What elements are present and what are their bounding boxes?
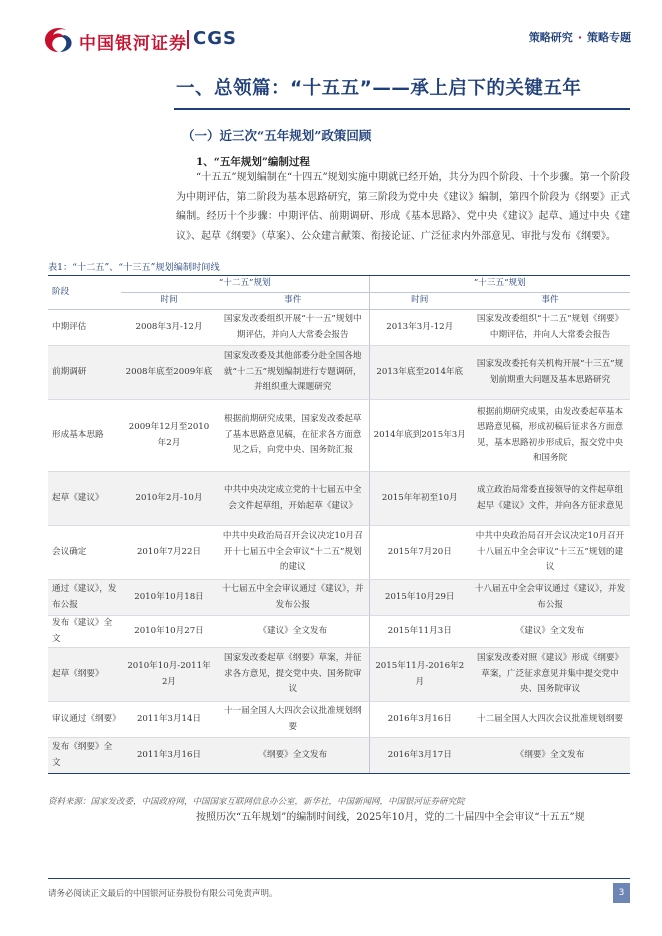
time-13-cell: 2016年3月17日 <box>369 738 470 774</box>
time-13-cell: 2013年底至2014年底 <box>369 346 470 400</box>
event-12-cell: 十一届全国人大四次会议批准规划纲要 <box>217 702 369 738</box>
time-13-cell: 2015年11月3日 <box>369 616 470 648</box>
table-row <box>48 310 630 346</box>
event-13-cell: 《建议》全文发布 <box>470 616 630 648</box>
time-12-cell: 2009年12月至2010年2月 <box>121 400 217 472</box>
header-group-13: ”十三五“规划 <box>369 276 630 293</box>
body-paragraph <box>176 168 630 246</box>
time-12-cell: 2011年3月16日 <box>121 738 217 774</box>
event-12-cell: 《建议》全文发布 <box>217 616 369 648</box>
time-13-cell: 2015年年初至10月 <box>369 472 470 526</box>
time-13-cell: 2015年10月29日 <box>369 580 470 616</box>
event-13-cell: 国家发改委对照《建议》形成《纲要》草案，广泛征求意见并集中提交党中央、国务院审议 <box>470 648 630 702</box>
page-number: 3 <box>613 883 630 903</box>
time-12-cell: 2008年3月-12月 <box>121 310 217 346</box>
table-row <box>48 472 630 526</box>
table-caption: 表1：“十二五”、“十三五”规划编制时间线 <box>48 262 220 273</box>
category-label: 策略研究 <box>528 31 573 44</box>
stage-cell: 通过《建议》，发布公报 <box>48 580 121 616</box>
table-row <box>48 400 630 472</box>
logo-text: 中国银河证券 <box>79 34 187 54</box>
stage-cell: 形成基本思路 <box>48 400 121 472</box>
paragraph-text: “十五五”规划编制在“十四五”规划实施中期就已经开始，共分为四个阶段、十个步骤。第一个阶段为中期评估，第二阶段为基本思路研究，第三阶段为党中央《建议》编制，第四个阶段为《纲要》正式编制。经历十个步骤：中期评估、前期调研、形成《基本思路》、党中央《建议》起草、通过中央《建议》、起草《纲要》（草案）、公众建言献策、衔接论证、广泛征求内外部意见、审批与发布《纲要》。 <box>176 172 630 242</box>
event-12-cell: 十七届五中全会审议通过《建议》，并发布公报 <box>217 580 369 616</box>
section-title-underline <box>174 108 630 110</box>
table-row <box>48 580 630 616</box>
header-time-13: 时间 <box>369 293 470 310</box>
event-13-cell: 《纲要》全文发布 <box>470 738 630 774</box>
time-12-cell: 2010年2月-10月 <box>121 472 217 526</box>
event-12-cell: 根据前期研究成果，国家发改委起草了基本思路意见稿，在征求各方面意见之后，向党中央、国务院汇报 <box>217 400 369 472</box>
footer-divider <box>48 878 630 879</box>
stage-cell: 起草《纲要》 <box>48 648 121 702</box>
time-13-cell: 2013年3月-12月 <box>369 310 470 346</box>
event-13-cell: 国家发改委托有关机构开展“十三五”规划前期重大问题及基本思路研究 <box>470 346 630 400</box>
stage-cell: 会议确定 <box>48 526 121 580</box>
table-row <box>48 526 630 580</box>
logo-divider <box>187 30 189 49</box>
event-12-cell: 国家发改委及其他部委分赴全国各地就“十二五”规划编制进行专题调研，并组织重大课题研究 <box>217 346 369 400</box>
stage-cell: 前期调研 <box>48 346 121 400</box>
stage-cell: 中期评估 <box>48 310 121 346</box>
event-12-cell: 中共中央政治局召开会议决定10月召开十七届五中全会审议“十二五”规划的建议 <box>217 526 369 580</box>
subsection-title: （一）近三次“五年规划”政策回顾 <box>182 128 372 143</box>
category-separator: · <box>577 31 582 44</box>
header-group-12: “十二五”规划 <box>121 276 369 293</box>
header-time-12: 时间 <box>121 293 217 310</box>
time-12-cell: 2011年3月14日 <box>121 702 217 738</box>
table-row <box>48 702 630 738</box>
time-12-cell: 2010年7月22日 <box>121 526 217 580</box>
stage-cell: 发布《建议》全文 <box>48 616 121 648</box>
table-row <box>48 738 630 774</box>
table-subheader-row <box>48 293 630 310</box>
event-13-cell: 国家发改委组织“十二五”规划《纲要》中期评估，并向人大常委会报告 <box>470 310 630 346</box>
stage-cell: 发布《纲要》全文 <box>48 738 121 774</box>
header-event-12: 事件 <box>217 293 369 310</box>
event-12-cell: 《纲要》全文发布 <box>217 738 369 774</box>
header-stage: 阶段 <box>48 276 121 310</box>
source-note: 资料来源：国家发改委，中国政府网，中国国家互联网信息办公室，新华社，中国新闻网，中国银河证券研究院 <box>48 797 465 807</box>
time-13-cell: 2015年7月20日 <box>369 526 470 580</box>
header-event-13: 事件 <box>470 293 630 310</box>
event-12-cell: 国家发改委起草《纲要》草案，并征求各方意见，提交党中央、国务院审议 <box>217 648 369 702</box>
event-12-cell: 国家发改委组织开展“十一五”规划中期评估，并向人大常委会报告 <box>217 310 369 346</box>
table-row <box>48 346 630 400</box>
time-12-cell: 2010年10月18日 <box>121 580 217 616</box>
time-13-cell: 2016年3月16日 <box>369 702 470 738</box>
event-12-cell: 中共中央决定成立党的十七届五中全会文件起草组，开始起草《建议》 <box>217 472 369 526</box>
logo-abbr: CGS <box>193 28 237 49</box>
report-category <box>529 29 631 45</box>
time-13-cell: 2015年11月-2016年2月 <box>369 648 470 702</box>
time-13-cell: 2014年底到2015年3月 <box>369 400 470 472</box>
heading-3: 1、“五年规划”编制过程 <box>196 156 310 168</box>
event-13-cell: 中共中央政治局召开会议决定10月召开十八届五中全会审议“十三五”规划的建议 <box>470 526 630 580</box>
tail-paragraph: 按照历次“五年规划”的编制时间线，2025年10月，党的二十届四中全会审议“十五五”规 <box>196 812 585 823</box>
time-12-cell: 2010年10月-2011年2月 <box>121 648 217 702</box>
event-13-cell: 十八届五中全会审议通过《建议》，并发布公报 <box>470 580 630 616</box>
table-row <box>48 616 630 648</box>
table-row <box>48 648 630 702</box>
logo-swirl-icon <box>44 27 74 53</box>
section-title: 一、总领篇：“十五五”——承上启下的关键五年 <box>176 78 582 99</box>
event-13-cell: 根据前期研究成果，由发改委起草基本思路意见稿，形成初稿后征求各方面意见，基本思路初步形成后，报交党中央和国务院 <box>470 400 630 472</box>
stage-cell: 审议通过《纲要》 <box>48 702 121 738</box>
time-12-cell: 2010年10月27日 <box>121 616 217 648</box>
event-13-cell: 十二届全国人大四次会议批准规划纲要 <box>470 702 630 738</box>
table-header-row <box>48 276 630 293</box>
time-12-cell: 2008年底至2009年底 <box>121 346 217 400</box>
stage-cell: 起草《建议》 <box>48 472 121 526</box>
event-13-cell: 成立政治局常委直接领导的文件起草组起早《建议》文件，并向各方征求意见 <box>470 472 630 526</box>
subcategory-label: 策略专题 <box>587 31 631 44</box>
footer-disclaimer: 请务必阅读正文最后的中国银河证券股份有限公司免责声明。 <box>48 889 278 899</box>
timeline-table <box>48 275 630 774</box>
